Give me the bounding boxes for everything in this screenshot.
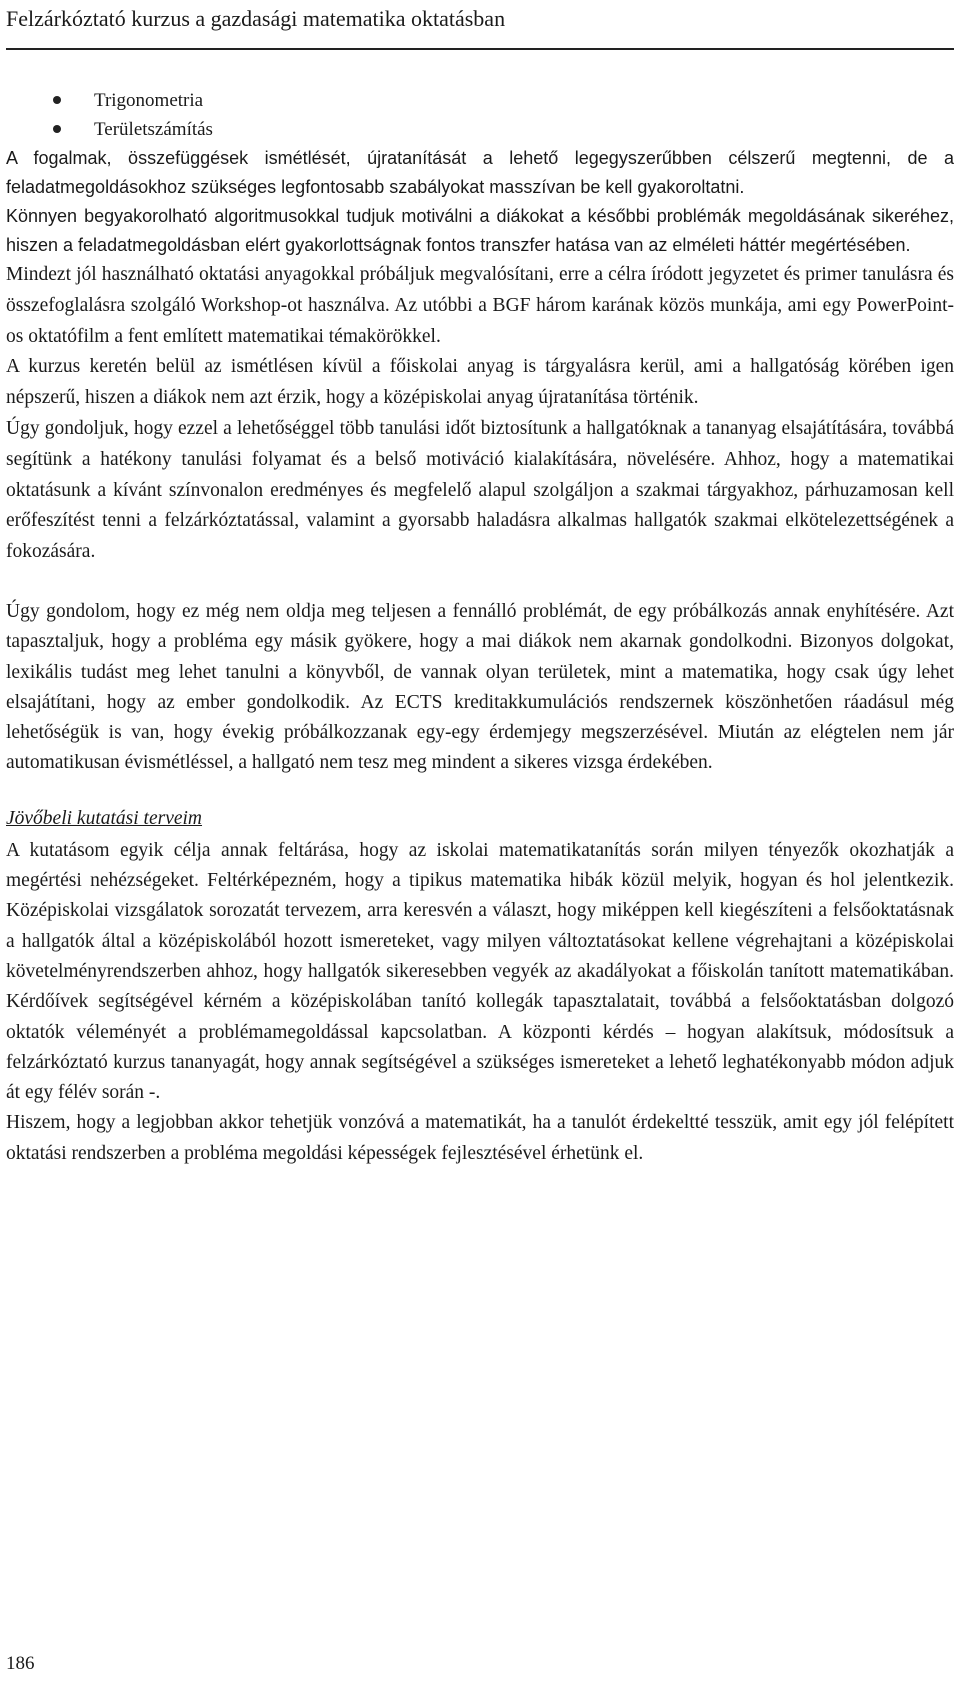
paragraph: Úgy gondoljuk, hogy ezzel a lehetőséggel több tanulási időt biztosítunk a hallgatóknak a tananyag elsajátítására, továbbá segítünk a hatékony tanulási folyamat és a belső motiváció kialakítására, növelésére. Ahhoz, hogy a matematikai oktatásunk a kívánt színvonalon eredményes és megfelelő alapul szolgáljon a szakmai tárgyakhoz, párhuzamosan kell erőfeszítést tenni a felzárkóztatással, valamint a gyorsabb haladásra alkalmas hallgatók szakmai elkötelezettségének a fokozására. <box>6 417 954 563</box>
paragraph: A kutatásom egyik célja annak feltárása, hogy az iskolai matematikatanítás során milyen tényezők okozhatják a megértési nehézségeket. Feltérképezném, hogy a tipikus matematika hibák közül melyik, hogyan és hol jelentkezik. Középiskolai vizsgálatok sorozatát tervezem, arra keresvén a választ, hogy miképpen kell kiegészíteni a felsőoktatásnak a hallgatók által a középiskolából hozott ismereteket, vagy milyen változtatásokat kellene végrehajtani a középiskolai követelményrendszerben ahhoz, hogy hallgatók sikeresebben vegyék az akadályokat a főiskolán tanított matematikában. Kérdőívek segítségével kérném a középiskolában tanító kollegák tapasztalatait, továbbá a felsőoktatásban dolgozó oktatók véleményét a problémamegoldással kapcsolatban. A központi kérdés – hogyan alakítsuk, módosítsuk a felzárkóztató kurzus tananyagát, hogy annak segítségével a szükséges ismereteket a lehető leghatékonyabb módon adjuk át egy félév során -. <box>6 839 954 1104</box>
topic-list <box>6 86 954 144</box>
bullet-icon <box>53 125 61 133</box>
paragraph: Könnyen begyakorolható algoritmusokkal tudjuk motiválni a diákokat a későbbi problémák megoldásának sikeréhez, hiszen a feladatmegoldásban elért gyakorlottságnak fontos transzfer hatása van az elméleti háttér megértésében. <box>6 206 954 255</box>
page-content <box>6 86 954 1169</box>
header-divider <box>6 48 954 50</box>
running-header: Felzárkóztató kurzus a gazdasági matematika oktatásban <box>6 6 506 31</box>
section-spacer <box>6 779 954 804</box>
paragraph: Hiszem, hogy a legjobban akkor tehetjük vonzóvá a matematikát, ha a tanulót érdekeltté tesszük, amit egy jól felépített oktatási rendszerben a probléma megoldási képességek fejlesztésével érhetünk el. <box>6 1112 954 1164</box>
list-item-label: Trigonometria <box>94 90 204 111</box>
page-number: 186 <box>6 1653 35 1674</box>
paragraph: A kurzus keretén belül az ismétlésen kívül a főiskolai anyag is tárgyalásra kerül, ami a hallgatóság körében igen népszerű, hiszen a diákok nem azt érzik, hogy a középiskolai anyag újratanítása történik. <box>6 356 954 409</box>
paragraph: A fogalmak, összefüggések ismétlését, újratanítását a lehető legegyszerűbben célszerű megtenni, de a feladatmegoldásokhoz szükséges legfontosabb szabályokat masszívan be kell gyakoroltatni. <box>6 148 954 197</box>
list-item <box>6 115 954 144</box>
paragraph: Úgy gondolom, hogy ez még nem oldja meg teljesen a fennálló problémát, de egy próbálkozás annak enyhítésére. Azt tapasztaljuk, hogy a probléma egy másik gyökere, hogy a mai diákok nem akarnak gondolkodni. Bizonyos dolgokat, lexikális tudást meg lehet tanulni a könyvből, de vannak olyan területek, mint a matematika, hogy csak úgy lehet elsajátítani, hogy az ember gondolkodik. Az ECTS kreditakkumulációs rendszernek köszönhetően ráadásul még lehetőségük is van, hogy évekig próbálkozzanak egy-egy érdemjegy megszerzésével. Miután az elégtelen nem jár automatikusan évismétléssel, a hallgató nem tesz meg mindent a sikeres vizsga érdekében. <box>6 600 954 774</box>
list-item-label: Területszámítás <box>94 119 213 140</box>
paragraph-spacer <box>6 568 954 597</box>
paragraph: Mindezt jól használható oktatási anyagokkal próbáljuk megvalósítani, erre a célra íródott jegyzetet és primer tanulásra és összefoglalásra szolgáló Workshop-ot használva. Az utóbbi a BGF három karának közös munkája, ami egy PowerPoint-os oktatófilm a fent említett matematikai témakörökkel. <box>6 264 954 347</box>
section-heading: Jövőbeli kutatási terveim <box>6 807 203 829</box>
list-item <box>6 86 954 115</box>
bullet-icon <box>53 96 61 104</box>
